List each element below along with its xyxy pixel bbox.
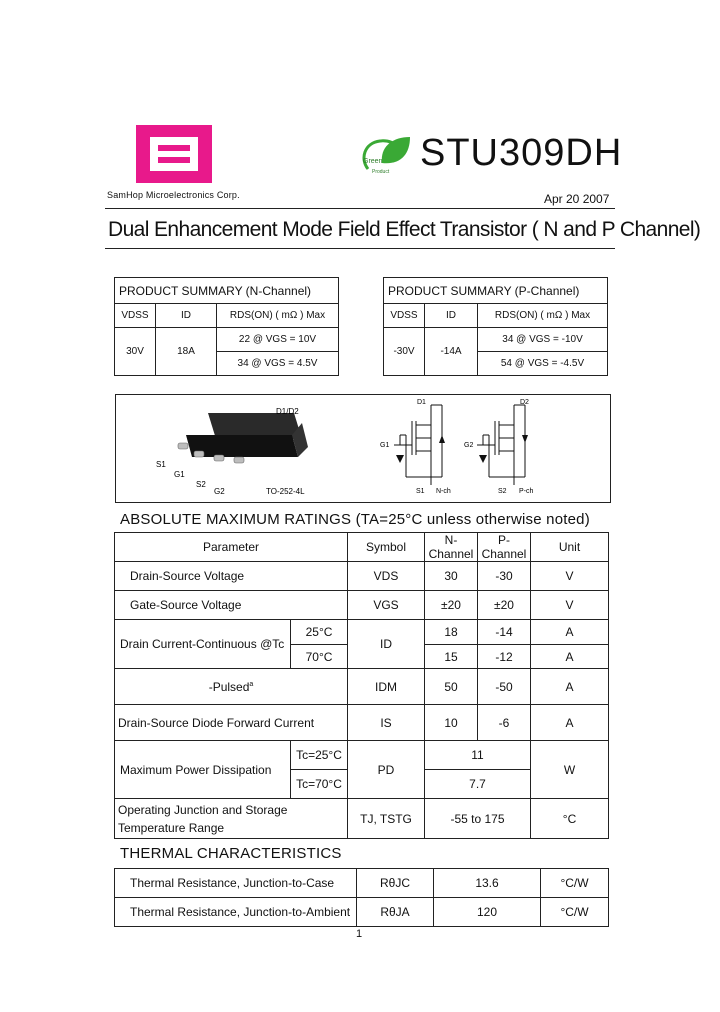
vds-param: Drain-Source Voltage	[115, 562, 348, 591]
summary-n-heading: PRODUCT SUMMARY (N-Channel)	[115, 278, 339, 304]
pkg-s1-label: S1	[156, 460, 166, 469]
pkg-s2-label: S2	[196, 480, 206, 489]
vgs-param: Gate-Source Voltage	[115, 591, 348, 620]
p-channel-schematic-icon	[477, 405, 525, 485]
pkg-name-label: TO-252-4L	[266, 487, 305, 496]
green-product-icon	[358, 133, 414, 179]
idm-unit: A	[531, 669, 609, 705]
n-body-diode-icon	[439, 435, 445, 443]
n-gate-diode-icon	[396, 455, 404, 463]
summary-n-col-vdss: VDSS	[115, 304, 156, 328]
green-sub-label: Product	[372, 169, 390, 175]
id-unit-25: A	[531, 620, 609, 645]
is-symbol: IS	[348, 705, 425, 741]
pd-symbol: PD	[348, 741, 425, 799]
pd-value-70: 7.7	[425, 770, 531, 799]
jc-symbol: RθJC	[357, 869, 434, 898]
schem-g1-label: G1	[380, 442, 390, 449]
jc-param: Thermal Resistance, Junction-to-Case	[115, 869, 357, 898]
col-p-channel: P-Channel	[478, 533, 531, 562]
vds-unit: V	[531, 562, 609, 591]
schem-g2-label: G2	[464, 442, 474, 449]
schem-d2-label: D2	[520, 399, 529, 406]
to252-package-icon	[178, 413, 308, 463]
ratings-heading: ABSOLUTE MAXIMUM RATINGS (TA=25°C unless otherwise noted)	[120, 511, 590, 528]
idm-symbol: IDM	[348, 669, 425, 705]
summary-p-id: -14A	[425, 328, 478, 376]
doc-title: Dual Enhancement Mode Field Effect Transistor ( N and P Channel)	[108, 218, 701, 241]
vgs-n: ±20	[425, 591, 478, 620]
pch-label: P-ch	[519, 488, 534, 495]
vds-p: -30	[478, 562, 531, 591]
vds-symbol: VDS	[348, 562, 425, 591]
ja-symbol: RθJA	[357, 898, 434, 927]
package-diagram-box	[115, 394, 611, 503]
pd-cond-70: Tc=70°C	[291, 770, 348, 799]
id-n-25: 18	[425, 620, 478, 645]
summary-n-rds2: 34 @ VGS = 4.5V	[217, 352, 339, 376]
is-unit: A	[531, 705, 609, 741]
summary-p-col-id: ID	[425, 304, 478, 328]
pkg-d-label: D1/D2	[276, 407, 299, 416]
schem-d1-label: D1	[417, 399, 426, 406]
pd-unit: W	[531, 741, 609, 799]
is-param: Drain-Source Diode Forward Current	[115, 705, 348, 741]
id-symbol: ID	[348, 620, 425, 669]
summary-p-col-rds: RDS(ON) ( mΩ ) Max	[478, 304, 608, 328]
id-unit-70: A	[531, 645, 609, 669]
summary-p-heading: PRODUCT SUMMARY (P-Channel)	[384, 278, 608, 304]
summary-p-rds1: 34 @ VGS = -10V	[478, 328, 608, 352]
ratings-table	[114, 532, 609, 839]
schem-s2-label: S2	[498, 488, 507, 495]
jc-value: 13.6	[434, 869, 541, 898]
tj-param-line2: Temperature Range	[118, 820, 225, 835]
tj-symbol: TJ, TSTG	[348, 799, 425, 839]
vgs-p: ±20	[478, 591, 531, 620]
pkg-g1-label: G1	[174, 470, 185, 479]
thermal-heading: THERMAL CHARACTERISTICS	[120, 845, 342, 862]
summary-n-col-id: ID	[156, 304, 217, 328]
id-cond-70: 70°C	[291, 645, 348, 669]
part-number: STU309DH	[420, 132, 623, 174]
ja-param: Thermal Resistance, Junction-to-Ambient	[115, 898, 357, 927]
summary-p-rds2: 54 @ VGS = -4.5V	[478, 352, 608, 376]
idm-n: 50	[425, 669, 478, 705]
thermal-table	[114, 868, 609, 927]
pd-param: Maximum Power Dissipation	[115, 741, 291, 799]
ja-value: 120	[434, 898, 541, 927]
idm-note: a	[249, 680, 254, 688]
summary-n-rds1: 22 @ VGS = 10V	[217, 328, 339, 352]
schem-s1-label: S1	[416, 488, 425, 495]
idm-param-text: -Pulsed	[208, 679, 250, 694]
pkg-g2-label: G2	[214, 487, 225, 496]
n-channel-schematic-icon	[394, 405, 442, 485]
tj-value: -55 to 175	[425, 799, 531, 839]
summary-n-col-rds: RDS(ON) ( mΩ ) Max	[217, 304, 339, 328]
id-p-25: -14	[478, 620, 531, 645]
is-n: 10	[425, 705, 478, 741]
vgs-unit: V	[531, 591, 609, 620]
tj-unit: °C	[531, 799, 609, 839]
p-gate-diode-icon	[479, 455, 487, 463]
is-p: -6	[478, 705, 531, 741]
p-body-diode-icon	[522, 435, 528, 443]
doc-date: Apr 20 2007	[544, 192, 610, 206]
col-n-channel: N-Channel	[425, 533, 478, 562]
col-unit: Unit	[531, 533, 609, 562]
product-summary-p	[383, 277, 608, 376]
summary-n-vdss: 30V	[115, 328, 156, 376]
col-symbol: Symbol	[348, 533, 425, 562]
title-rule	[105, 248, 615, 249]
vds-n: 30	[425, 562, 478, 591]
tj-param	[115, 799, 348, 839]
id-param: Drain Current-Continuous @Tc	[115, 620, 291, 669]
product-summary-n	[114, 277, 339, 376]
summary-p-col-vdss: VDSS	[384, 304, 425, 328]
package-diagram	[116, 395, 610, 502]
page-number: 1	[356, 928, 363, 940]
idm-param	[115, 669, 348, 705]
col-parameter: Parameter	[115, 533, 348, 562]
idm-p: -50	[478, 669, 531, 705]
header-rule	[105, 208, 615, 209]
summary-p-vdss: -30V	[384, 328, 425, 376]
id-cond-25: 25°C	[291, 620, 348, 645]
ja-unit: °C/W	[541, 898, 609, 927]
green-label: Green	[363, 158, 383, 165]
pd-value-25: 11	[425, 741, 531, 770]
summary-n-id: 18A	[156, 328, 217, 376]
tj-param-line1: Operating Junction and Storage	[118, 802, 288, 817]
company-name: SamHop Microelectronics Corp.	[107, 190, 240, 200]
id-n-70: 15	[425, 645, 478, 669]
id-p-70: -12	[478, 645, 531, 669]
jc-unit: °C/W	[541, 869, 609, 898]
vgs-symbol: VGS	[348, 591, 425, 620]
samhop-logo	[136, 125, 212, 183]
nch-label: N-ch	[436, 488, 451, 495]
pd-cond-25: Tc=25°C	[291, 741, 348, 770]
